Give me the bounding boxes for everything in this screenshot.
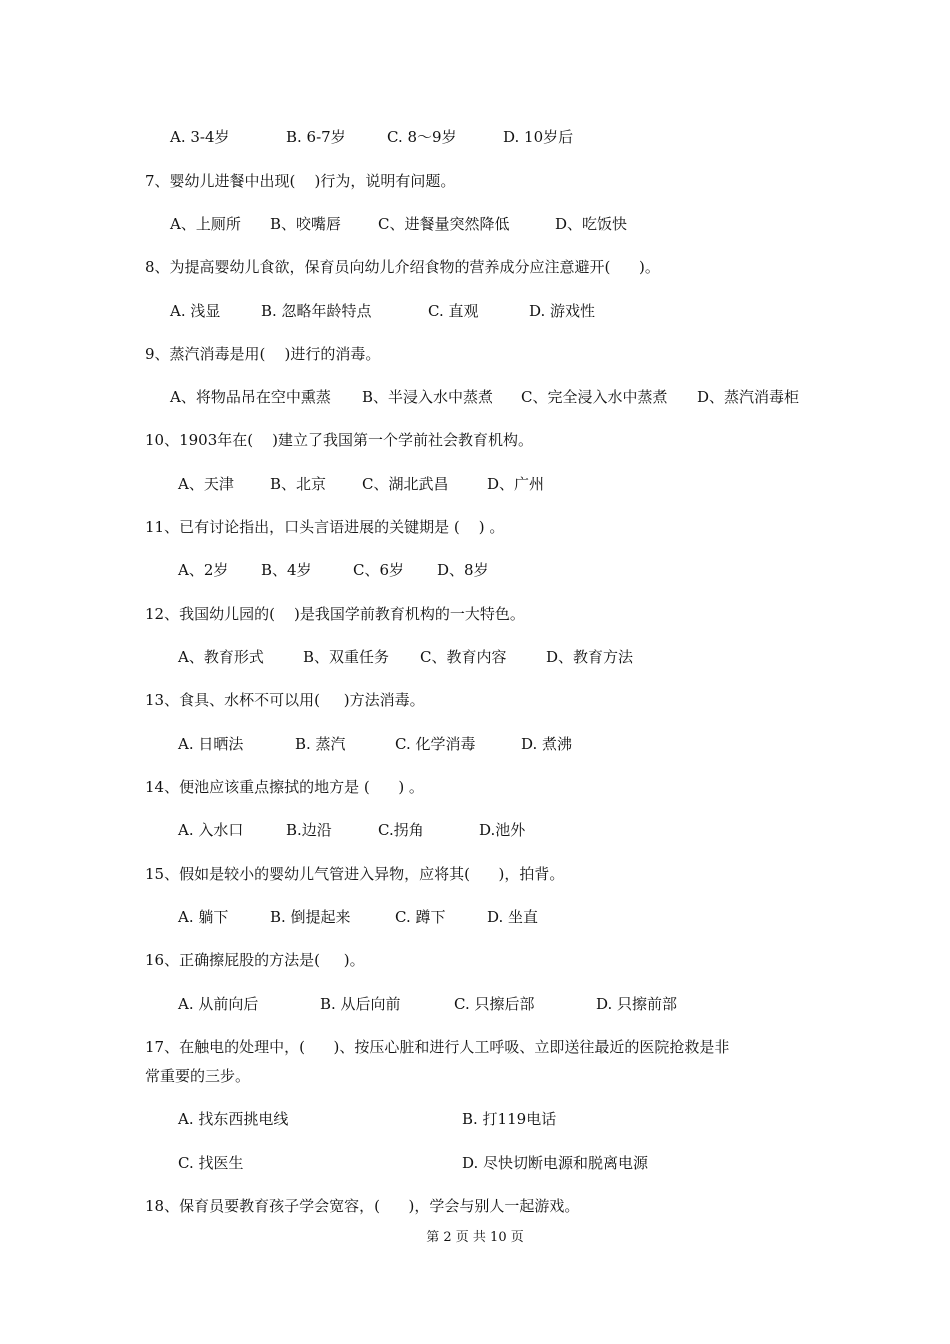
q12-option-d: D、教育方法 — [546, 648, 634, 666]
q12-option-a: A、教育形式 — [178, 648, 264, 666]
question-7-stem: 7、婴幼儿进餐中出现( )行为，说明有问题。 — [145, 172, 456, 190]
q11-option-b: B、4岁 — [261, 561, 312, 579]
option-d: D. 10岁后 — [503, 128, 574, 146]
q10-option-b: B、北京 — [270, 475, 327, 493]
q13-option-a: A. 日晒法 — [178, 735, 244, 753]
option-c: C. 8～9岁 — [387, 128, 457, 146]
q11-option-d: D、8岁 — [437, 561, 489, 579]
q12-option-b: B、双重任务 — [303, 648, 390, 666]
question-13-stem: 13、食具、水杯不可以用( )方法消毒。 — [145, 691, 425, 709]
q9-option-c: C、完全浸入水中蒸煮 — [521, 388, 668, 406]
question-18-stem: 18、保育员要教育孩子学会宽容，( )，学会与别人一起游戏。 — [145, 1197, 580, 1215]
q16-option-b: B. 从后向前 — [320, 995, 401, 1013]
q7-option-d: D、吃饭快 — [555, 215, 628, 233]
question-14-stem: 14、便池应该重点擦拭的地方是 ( ) 。 — [145, 778, 424, 796]
q15-option-d: D. 坐直 — [487, 908, 539, 926]
q8-option-d: D. 游戏性 — [529, 302, 596, 320]
q16-option-a: A. 从前向后 — [178, 995, 259, 1013]
q13-option-c: C. 化学消毒 — [395, 735, 476, 753]
q8-option-c: C. 直观 — [428, 302, 479, 320]
q16-option-d: D. 只擦前部 — [596, 995, 678, 1013]
q17-option-b: B. 打119电话 — [462, 1110, 557, 1128]
q8-option-a: A. 浅显 — [170, 302, 221, 320]
q9-option-a: A、将物品吊在空中熏蒸 — [170, 388, 331, 406]
q7-option-c: C、进餐量突然降低 — [378, 215, 510, 233]
q12-option-c: C、教育内容 — [420, 648, 507, 666]
question-17-stem-line2: 常重要的三步。 — [145, 1067, 251, 1085]
question-11-stem: 11、已有讨论指出，口头言语进展的关键期是 ( ) 。 — [145, 518, 505, 536]
q13-option-b: B. 蒸汽 — [295, 735, 346, 753]
q7-option-b: B、咬嘴唇 — [270, 215, 342, 233]
q17-option-c: C. 找医生 — [178, 1154, 244, 1172]
option-b: B. 6-7岁 — [286, 128, 346, 146]
q15-option-b: B. 倒提起来 — [270, 908, 351, 926]
q7-option-a: A、上厕所 — [170, 215, 241, 233]
q13-option-d: D. 煮沸 — [521, 735, 573, 753]
q14-option-b: B.边沿 — [286, 821, 332, 839]
question-8-stem: 8、为提高婴幼儿食欲，保育员向幼儿介绍食物的营养成分应注意避开( )。 — [145, 258, 660, 276]
q9-option-b: B、半浸入水中蒸煮 — [362, 388, 494, 406]
q11-option-a: A、2岁 — [178, 561, 229, 579]
question-17-stem-line1: 17、在触电的处理中，( )、按压心脏和进行人工呼吸、立即送往最近的医院抢救是非 — [145, 1038, 730, 1056]
q8-option-b: B. 忽略年龄特点 — [261, 302, 372, 320]
q9-option-d: D、蒸汽消毒柜 — [697, 388, 800, 406]
q14-option-d: D.池外 — [479, 821, 526, 839]
q16-option-c: C. 只擦后部 — [454, 995, 535, 1013]
q17-option-a: A. 找东西挑电线 — [178, 1110, 289, 1128]
page-number-footer: 第 2 页 共 10 页 — [426, 1230, 524, 1245]
q11-option-c: C、6岁 — [353, 561, 405, 579]
question-15-stem: 15、假如是较小的婴幼儿气管进入异物，应将其( )，拍背。 — [145, 865, 565, 883]
q10-option-a: A、天津 — [178, 475, 234, 493]
q15-option-a: A. 躺下 — [178, 908, 229, 926]
option-a: A. 3-4岁 — [170, 128, 230, 146]
q14-option-a: A. 入水口 — [178, 821, 244, 839]
q10-option-d: D、广州 — [487, 475, 545, 493]
q15-option-c: C. 蹲下 — [395, 908, 446, 926]
question-16-stem: 16、正确擦屁股的方法是( )。 — [145, 951, 365, 969]
q10-option-c: C、湖北武昌 — [362, 475, 449, 493]
question-9-stem: 9、蒸汽消毒是用( )进行的消毒。 — [145, 345, 381, 363]
q14-option-c: C.拐角 — [378, 821, 424, 839]
question-12-stem: 12、我国幼儿园的( )是我国学前教育机构的一大特色。 — [145, 605, 525, 623]
question-10-stem: 10、1903年在( )建立了我国第一个学前社会教育机构。 — [145, 431, 534, 449]
q17-option-d: D. 尽快切断电源和脱离电源 — [462, 1154, 649, 1172]
